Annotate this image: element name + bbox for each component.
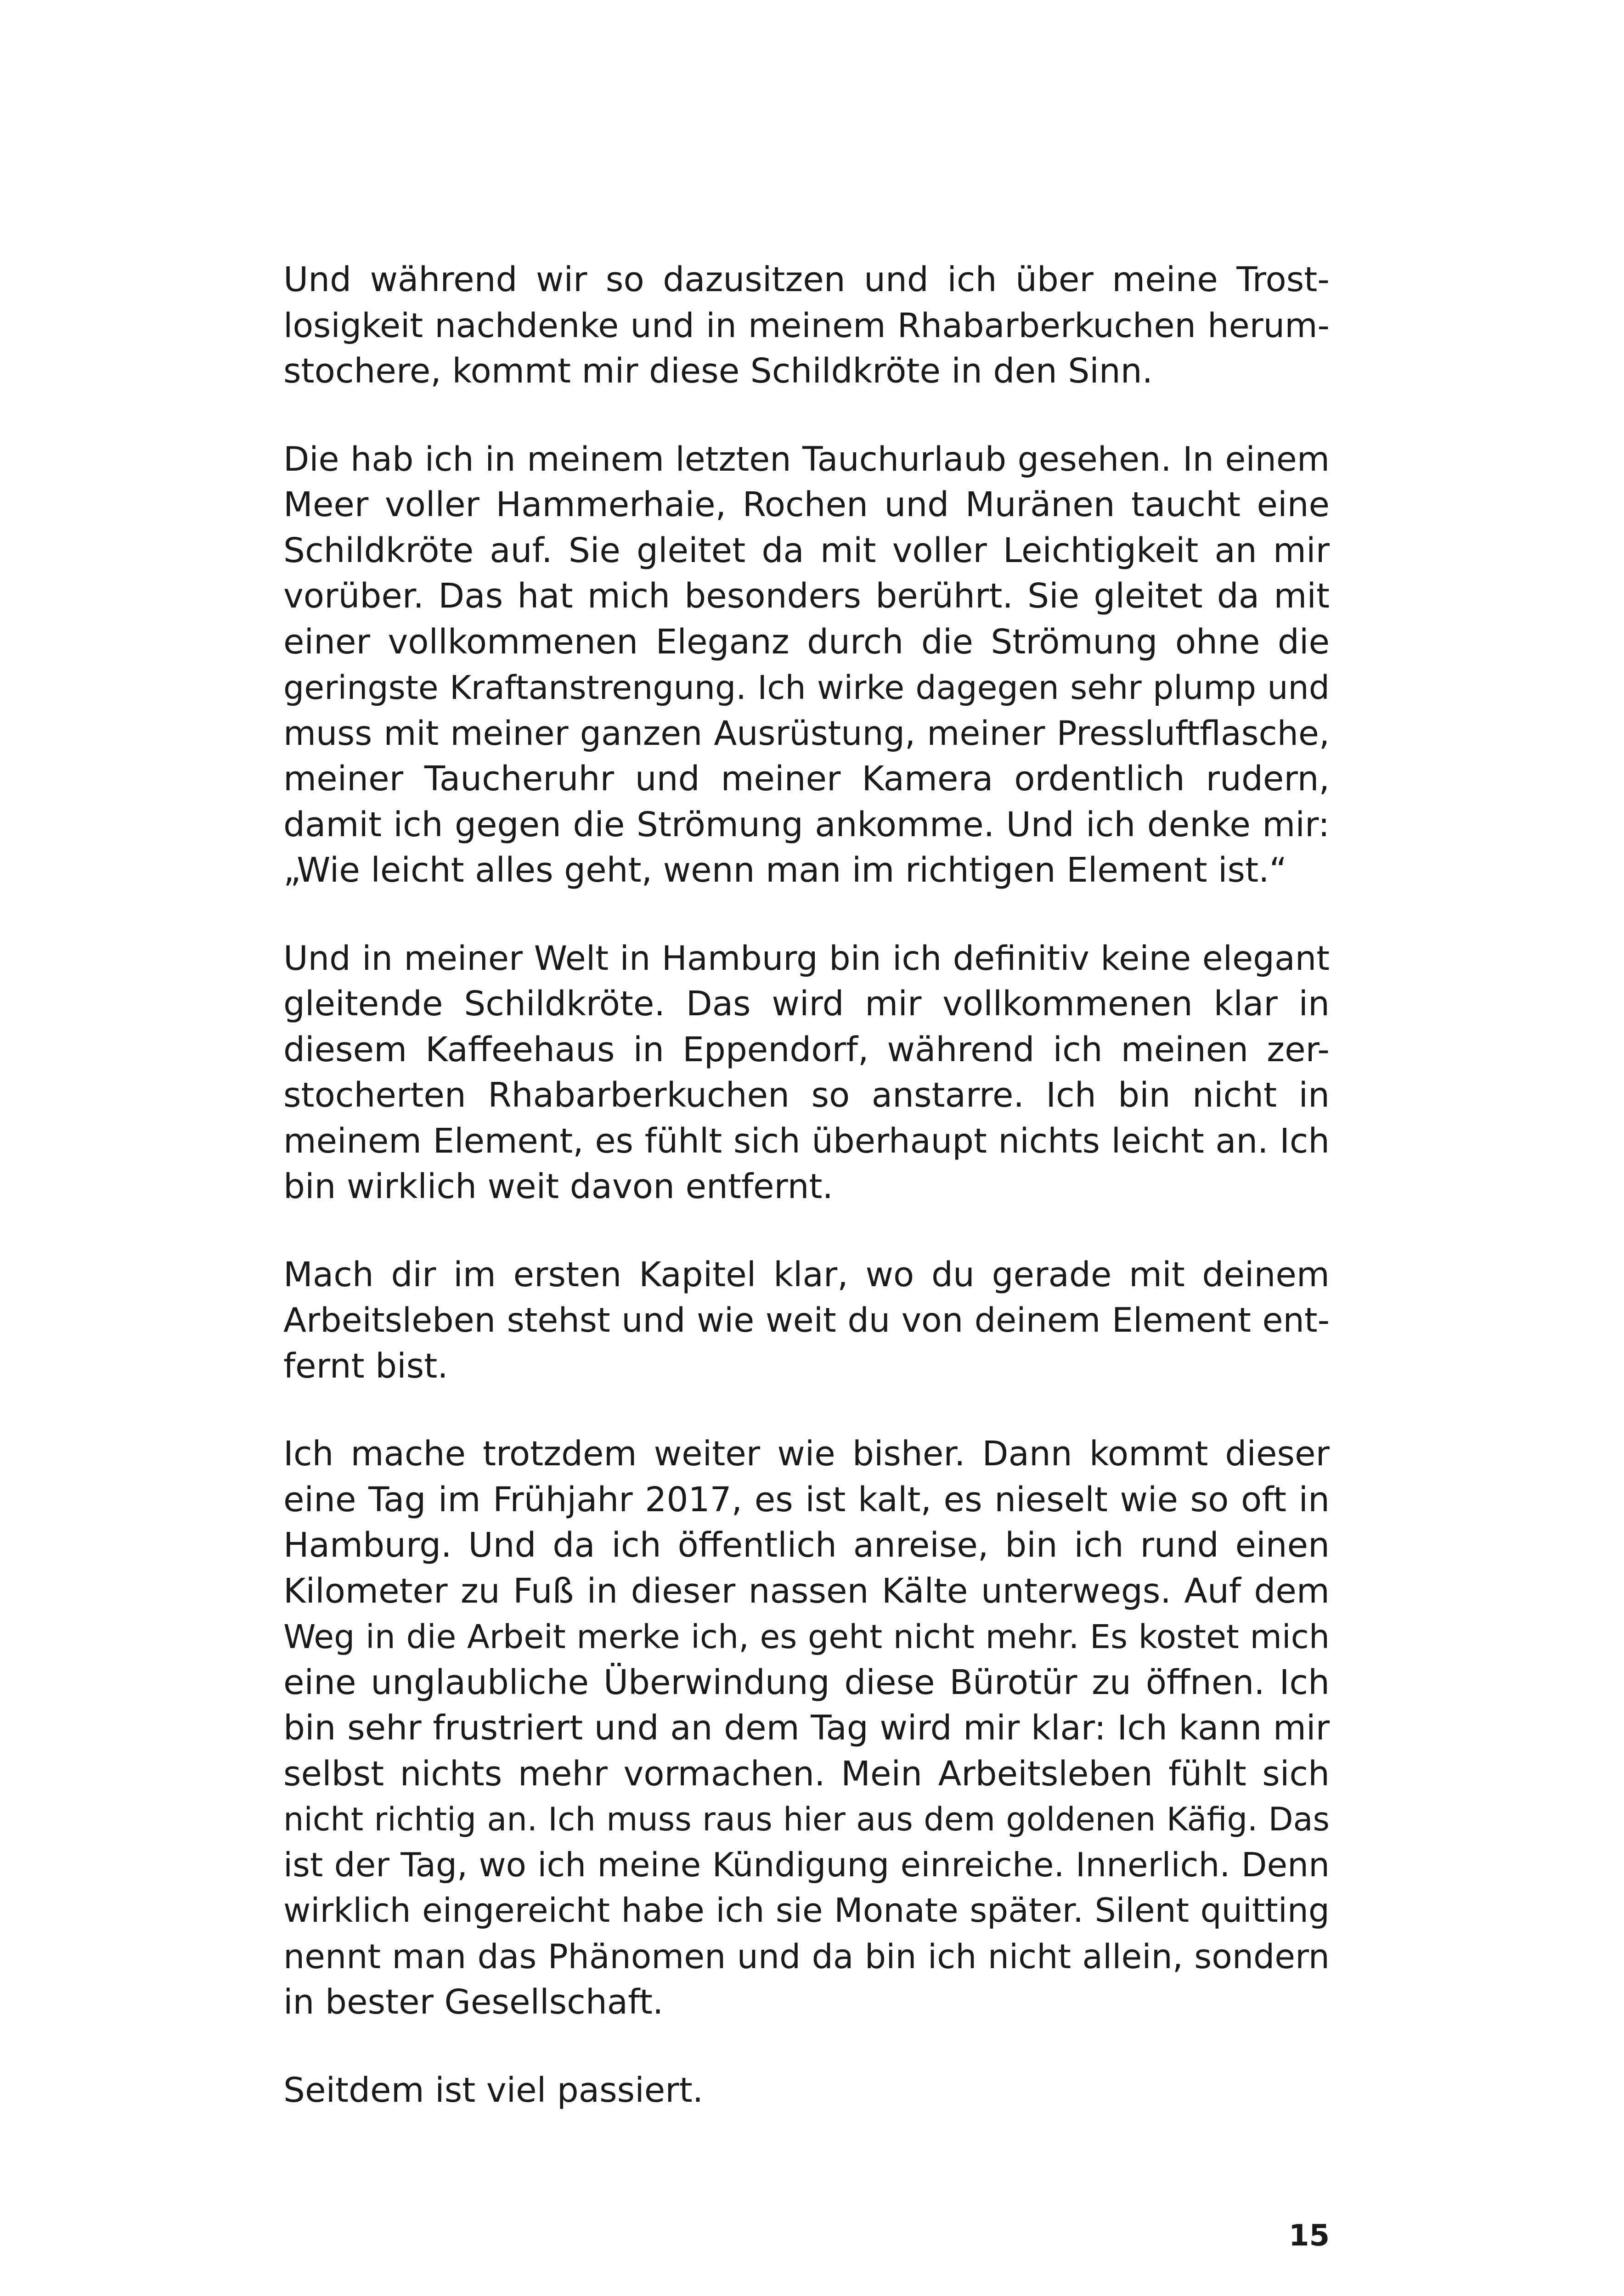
- text-line: Seitdem ist viel passiert.: [283, 2070, 704, 2110]
- paragraph-gap: [283, 1210, 1330, 1252]
- text-line: gleitende Schildkröte. Das wird mir vollkommenen klar in: [283, 984, 1330, 1024]
- text-line: nennt man das Phänomen und da bin ich nicht allein, sondern: [283, 1937, 1330, 1976]
- text-line: Und in meiner Welt in Hamburg bin ich definitiv keine elegant: [283, 939, 1330, 978]
- paragraph-gap: [283, 1389, 1330, 1431]
- paragraph-gap: [283, 2026, 1330, 2068]
- text-line: bin wirklich weit davon entfernt.: [283, 1167, 834, 1206]
- text-line: diesem Kaffeehaus in Eppendorf, während ich meinen zer-: [283, 1030, 1330, 1069]
- text-line: Kilometer zu Fuß in dieser nassen Kälte unterwegs. Auf dem: [283, 1571, 1330, 1611]
- text-line: Ich mache trotzdem weiter wie bisher. Dann kommt dieser: [283, 1434, 1330, 1474]
- text-line: Und während wir so dazusitzen und ich über meine Trost-: [283, 260, 1330, 299]
- text-line: „Wie leicht alles geht, wenn man im richtigen Element ist.“: [283, 850, 1287, 890]
- paragraph: [283, 1252, 1330, 1390]
- text-line: vorüber. Das hat mich besonders berührt. Sie gleitet da mit: [283, 576, 1330, 616]
- text-line: Die hab ich in meinem letzten Tauchurlaub gesehen. In einem: [283, 439, 1330, 479]
- page-number: 15: [1288, 2219, 1330, 2253]
- text-line: eine unglaubliche Überwindung diese Bürotür zu öffnen. Ich: [283, 1662, 1330, 1702]
- text-line: muss mit meiner ganzen Ausrüstung, meiner Pressluftflasche,: [283, 714, 1330, 753]
- text-line: eine Tag im Frühjahr 2017, es ist kalt, es nieselt wie so oft in: [283, 1480, 1330, 1519]
- paragraph-gap: [283, 394, 1330, 437]
- text-line: wirklich eingereicht habe ich sie Monate später. Silent quitting: [283, 1891, 1330, 1930]
- text-line: bin sehr frustriert und an dem Tag wird mir klar: Ich kann mir: [283, 1708, 1330, 1748]
- text-line: einer vollkommenen Eleganz durch die Strömung ohne die: [283, 622, 1330, 662]
- text-line: Hamburg. Und da ich öffentlich anreise, bin ich rund einen: [283, 1525, 1330, 1565]
- text-line: Schildkröte auf. Sie gleitet da mit voller Leichtigkeit an mir: [283, 530, 1330, 570]
- paragraph: [283, 257, 1330, 394]
- text-line: Arbeitsleben stehst und wie weit du von deinem Element ent-: [283, 1301, 1330, 1340]
- text-line: in bester Gesellschaft.: [283, 1982, 664, 2022]
- text-line: Meer voller Hammerhaie, Rochen und Muränen taucht eine: [283, 485, 1330, 524]
- text-line: fernt bist.: [283, 1346, 448, 1386]
- body-text: [283, 257, 1330, 2113]
- text-line: nicht richtig an. Ich muss raus hier aus dem goldenen Käfig. Das: [283, 1801, 1330, 1838]
- paragraph: [283, 936, 1330, 1210]
- text-line: selbst nichts mehr vormachen. Mein Arbeitsleben fühlt sich: [283, 1754, 1330, 1794]
- text-line: meinem Element, es fühlt sich überhaupt nichts leicht an. Ich: [283, 1121, 1330, 1161]
- text-line: geringste Kraftanstrengung. Ich wirke dagegen sehr plump und: [283, 669, 1330, 707]
- text-line: Mach dir im ersten Kapitel klar, wo du gerade mit deinem: [283, 1255, 1330, 1294]
- text-line: losigkeit nachdenke und in meinem Rhabarberkuchen herum-: [283, 306, 1330, 345]
- paragraph: [283, 2068, 1330, 2114]
- paragraph-gap: [283, 894, 1330, 936]
- paragraph: [283, 437, 1330, 894]
- text-line: Weg in die Arbeit merke ich, es geht nicht mehr. Es kostet mich: [283, 1618, 1330, 1656]
- text-line: stocherten Rhabarberkuchen so anstarre. Ich bin nicht in: [283, 1075, 1330, 1115]
- text-line: stochere, kommt mir diese Schildkröte in den Sinn.: [283, 351, 1153, 391]
- text-line: meiner Taucheruhr und meiner Kamera ordentlich rudern,: [283, 759, 1330, 799]
- text-line: ist der Tag, wo ich meine Kündigung einreiche. Innerlich. Denn: [283, 1846, 1330, 1885]
- text-line: damit ich gegen die Strömung ankomme. Und ich denke mir:: [283, 805, 1330, 844]
- paragraph: [283, 1431, 1330, 2026]
